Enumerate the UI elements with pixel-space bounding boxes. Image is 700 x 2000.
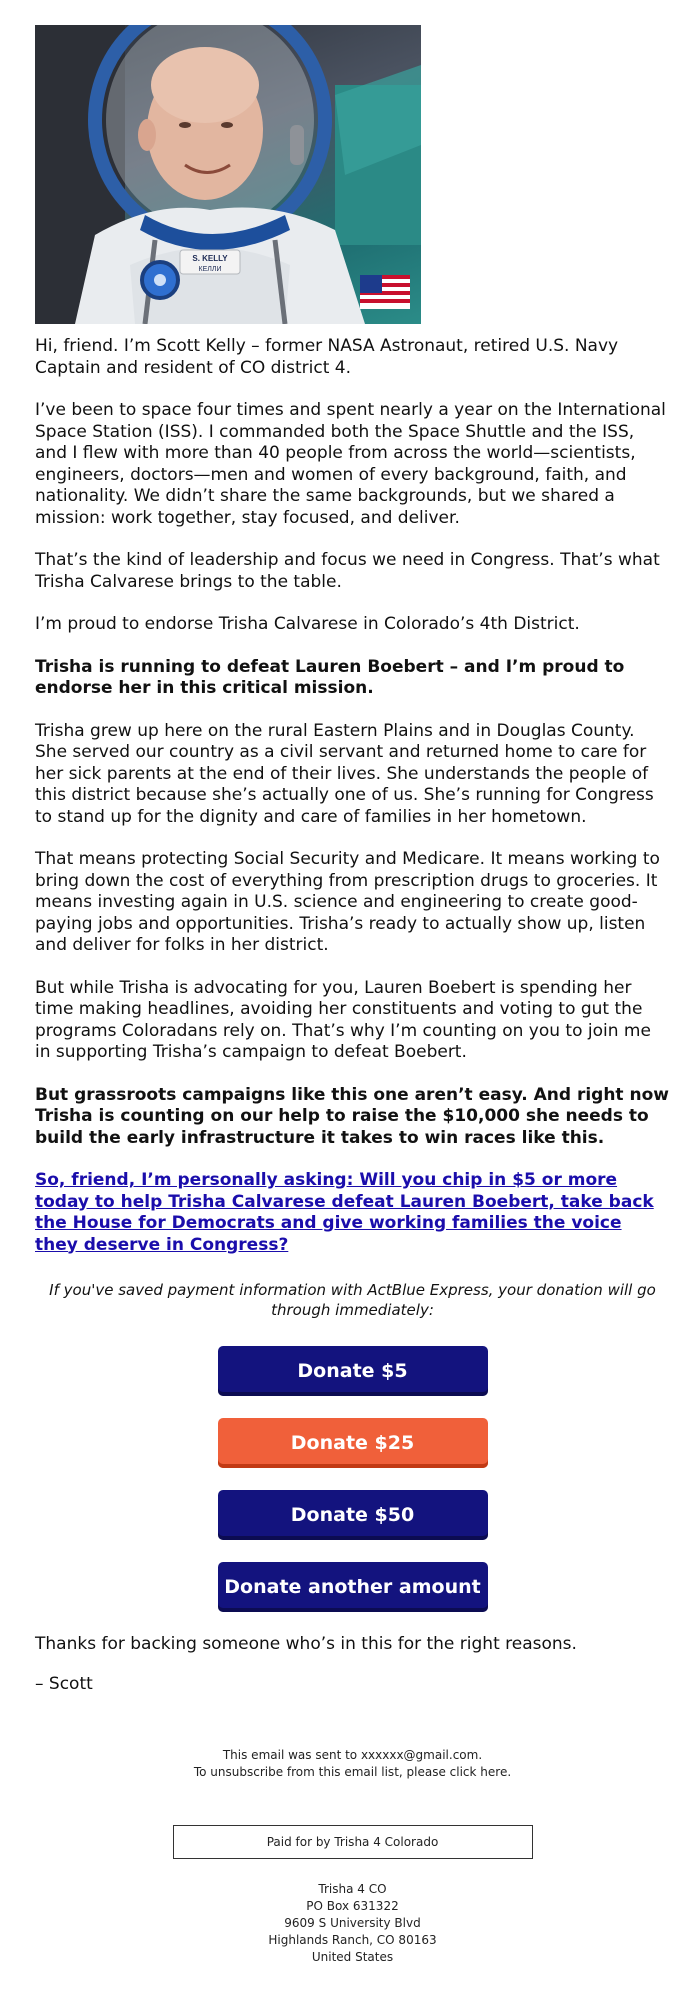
name-tag-text: S. KELLY <box>192 254 228 263</box>
unsubscribe-link[interactable]: To unsubscribe from this email list, please click here. <box>193 1765 512 1779</box>
endorse-paragraph: I’m proud to endorse Trisha Calvarese in Colorado’s 4th District. <box>35 614 580 634</box>
intro-paragraph: Hi, friend. I’m Scott Kelly – former NASA Astronaut, retired U.S. Navy Captain and resident of CO district 4. <box>35 336 619 378</box>
email-content <box>35 25 670 1966</box>
flag-patch-icon <box>360 275 410 309</box>
priorities-paragraph: That means protecting Social Security and Medicare. It means working to bring down the cost of everything from prescription drugs to groceries. It means investing again in U.S. science and engineering to create good-paying jobs and opportunities. Trisha’s ready to actually show up, listen and deliver for folks in her district. <box>35 849 660 955</box>
thanks-line: Thanks for backing someone who’s in this for the right reasons. <box>35 1634 577 1654</box>
sent-to-line: This email was sent to xxxxxx@gmail.com. <box>222 1748 483 1762</box>
background-paragraph: Trisha grew up here on the rural Eastern Plains and in Douglas County. She served our country as a civil servant and returned home to care for her sick parents at the end of their lives. She understands the people of this district because she’s actually one of us. She’s running for Congress to stand up for the dignity and care of families in her hometown. <box>35 720 654 827</box>
name-tag-ru-text: КЕЛЛИ <box>198 266 222 273</box>
donate-25-button[interactable]: Donate $25 <box>218 1418 488 1468</box>
address-line: 9609 S University Blvd <box>284 1916 421 1930</box>
leadership-paragraph: That’s the kind of leadership and focus we need in Congress. That’s what Trisha Calvarese brings to the table. <box>35 550 660 592</box>
experience-paragraph: I’ve been to space four times and spent nearly a year on the International Space Station (ISS). I commanded both the Space Shuttle and the ISS, and I flew with more than 40 people from across the world—scientists, engineers, doctors—men and women of every background, faith, and nationality. We didn’t share the same backgrounds, but we shared a mission: work together, stay focused, and deliver. <box>35 400 666 528</box>
donate-other-button[interactable]: Donate another amount <box>218 1562 488 1612</box>
mailing-address <box>35 1881 670 1966</box>
address-line: Trisha 4 CO <box>318 1882 387 1896</box>
mission-paragraph: Trisha is running to defeat Lauren Boebert – and I’m proud to endorse her in this critical mission. <box>35 656 625 698</box>
donate-buttons <box>35 1346 670 1612</box>
opponent-paragraph: But while Trisha is advocating for you, Lauren Boebert is spending her time making headlines, avoiding her constituents and voting to gut the programs Coloradans rely on. That’s why I’m counting on you to join me in supporting Trisha’s campaign to defeat Boebert. <box>35 977 651 1062</box>
astronaut-illustration <box>35 25 421 324</box>
address-line: PO Box 631322 <box>306 1899 399 1913</box>
actblue-note: If you've saved payment information with ActBlue Express, your donation will go through immediately: <box>49 1281 656 1319</box>
paid-for-box: Paid for by Trisha 4 Colorado <box>173 1825 533 1859</box>
donate-50-button[interactable]: Donate $50 <box>218 1490 488 1540</box>
fundraising-paragraph: But grassroots campaigns like this one aren’t easy. And right now Trisha is counting on our help to raise the $10,000 she needs to build the early infrastructure it takes to win races like this. <box>35 1084 669 1148</box>
hero-photo <box>35 25 421 324</box>
cta-link[interactable]: So, friend, I’m personally asking: Will you chip in $5 or more today to help Trisha Calvarese defeat Lauren Boebert, take back the House for Democrats and give working families the voice they deserve in Congress? <box>35 1170 654 1255</box>
address-line: United States <box>311 1950 394 1964</box>
donate-5-button[interactable]: Donate $5 <box>218 1346 488 1396</box>
footer-notice <box>35 1747 670 1781</box>
address-line: Highlands Ranch, CO 80163 <box>268 1933 437 1947</box>
signature: – Scott <box>35 1673 93 1694</box>
